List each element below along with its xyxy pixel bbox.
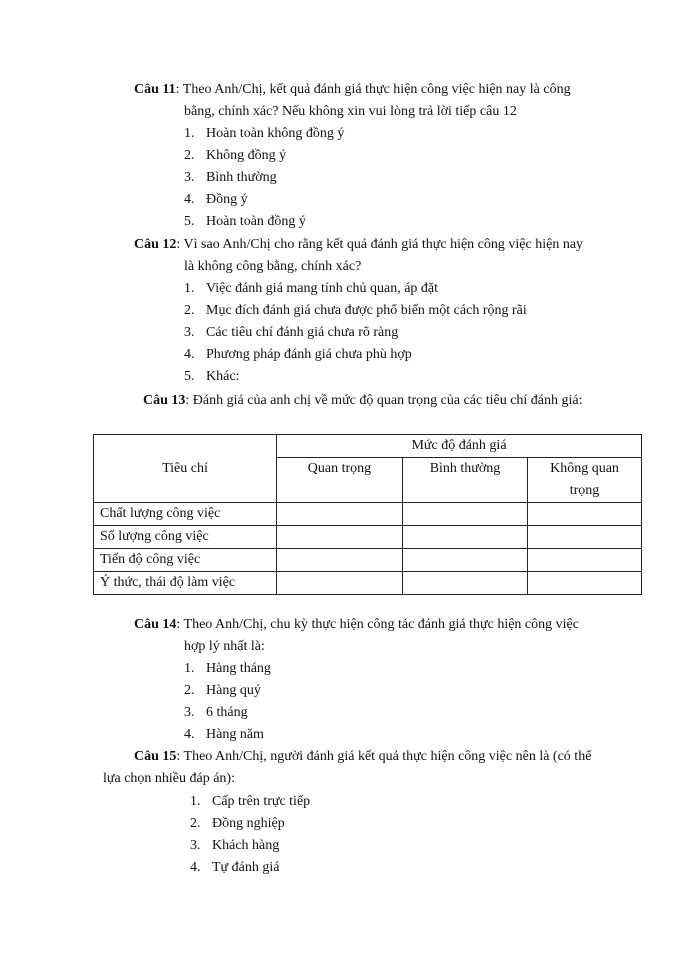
answer-option[interactable]	[184, 145, 344, 167]
rating-cell[interactable]	[277, 549, 403, 572]
rating-cell[interactable]	[403, 503, 528, 526]
criteria-cell: Chất lượng công việc	[94, 503, 277, 526]
criteria-cell: Số lượng công việc	[94, 526, 277, 549]
answer-option[interactable]	[184, 300, 527, 322]
option-number: 1.	[190, 794, 201, 809]
rating-cell[interactable]	[277, 572, 403, 595]
question-label: Câu 14	[134, 617, 177, 632]
option-text: Khác:	[206, 369, 240, 384]
answer-option[interactable]	[184, 278, 527, 300]
q15-options	[190, 791, 310, 879]
option-number: 4.	[184, 192, 195, 207]
option-number: 2.	[184, 148, 195, 163]
option-number: 3.	[184, 705, 195, 720]
rating-cell[interactable]	[277, 503, 403, 526]
answer-option[interactable]	[184, 167, 344, 189]
question-text-continued: là không công bằng, chính xác?	[184, 259, 362, 274]
option-number: 2.	[190, 816, 201, 831]
option-text: Hoàn toàn đồng ý	[206, 214, 306, 229]
rating-cell[interactable]	[528, 526, 642, 549]
answer-option[interactable]	[184, 724, 271, 746]
option-text: Hàng quý	[206, 683, 261, 698]
answer-option[interactable]	[184, 189, 344, 211]
question-text: : Theo Anh/Chị, người đánh giá kết quả thực hiện công việc nên là (có thể	[176, 749, 592, 764]
answer-option[interactable]	[190, 857, 310, 879]
question-text: : Theo Anh/Chị, chu kỳ thực hiện công tác đánh giá thực hiện công việc	[176, 617, 579, 632]
answer-option[interactable]	[190, 791, 310, 813]
question-text: : Đánh giá của anh chị về mức độ quan trọng của các tiêu chí đánh giá:	[185, 393, 583, 408]
option-number: 5.	[184, 369, 195, 384]
rating-cell[interactable]	[528, 572, 642, 595]
criteria-cell: Ý thức, thái độ làm việc	[94, 572, 277, 595]
question-text-continued: lựa chọn nhiều đáp án):	[103, 771, 235, 786]
criteria-cell: Tiến độ công việc	[94, 549, 277, 572]
question-text: : Theo Anh/Chị, kết quả đánh giá thực hiện công việc hiện nay là công	[175, 82, 571, 97]
answer-option[interactable]	[184, 344, 527, 366]
table-row	[94, 572, 642, 595]
option-text: Tự đánh giá	[212, 860, 280, 875]
answer-option[interactable]	[184, 366, 527, 388]
option-number: 4.	[184, 727, 195, 742]
level-column-header: Không quan trọng	[528, 458, 642, 503]
answer-option[interactable]	[184, 211, 344, 233]
option-number: 1.	[184, 281, 195, 296]
rating-cell[interactable]	[403, 549, 528, 572]
option-text: 6 tháng	[206, 705, 248, 720]
rating-cell[interactable]	[277, 526, 403, 549]
option-text: Khách hàng	[212, 838, 280, 853]
table-row	[94, 503, 642, 526]
answer-option[interactable]	[184, 123, 344, 145]
question-text-continued: hợp lý nhất là:	[184, 639, 265, 654]
option-text: Các tiêu chí đánh giá chưa rõ ràng	[206, 325, 399, 340]
option-text: Hàng năm	[206, 727, 264, 742]
q11-options	[184, 123, 344, 233]
rating-cell[interactable]	[403, 572, 528, 595]
rating-cell[interactable]	[528, 549, 642, 572]
answer-option[interactable]	[184, 680, 271, 702]
rating-cell[interactable]	[528, 503, 642, 526]
option-text: Đồng ý	[206, 192, 248, 207]
option-text: Đồng nghiệp	[212, 816, 285, 831]
option-text: Mục đích đánh giá chưa được phổ biến một cách rộng rãi	[206, 303, 527, 318]
level-header: Mức độ đánh giá	[277, 435, 642, 458]
answer-option[interactable]	[184, 322, 527, 344]
option-text: Việc đánh giá mang tính chủ quan, áp đặt	[206, 281, 439, 296]
question-12	[134, 234, 638, 278]
option-number: 4.	[184, 347, 195, 362]
answer-option[interactable]	[184, 702, 271, 724]
question-text-continued: bằng, chính xác? Nếu không xin vui lòng trả lời tiếp câu 12	[184, 104, 517, 119]
option-number: 1.	[184, 126, 195, 141]
option-text: Hàng tháng	[206, 661, 271, 676]
option-text: Bình thường	[206, 170, 277, 185]
question-15	[103, 746, 638, 790]
option-text: Cấp trên trực tiếp	[212, 794, 311, 809]
option-number: 3.	[184, 325, 195, 340]
answer-option[interactable]	[190, 813, 310, 835]
level-column-header: Bình thường	[403, 458, 528, 503]
question-13	[143, 390, 663, 412]
evaluation-table	[93, 434, 642, 595]
option-text: Không đồng ý	[206, 148, 287, 163]
question-14	[134, 614, 638, 658]
question-label: Câu 12	[134, 237, 177, 252]
question-label: Câu 15	[134, 749, 177, 764]
answer-option[interactable]	[184, 658, 271, 680]
question-11	[134, 79, 638, 123]
criteria-header: Tiêu chí	[94, 435, 277, 503]
table-row	[94, 526, 642, 549]
option-number: 1.	[184, 661, 195, 676]
option-number: 5.	[184, 214, 195, 229]
rating-cell[interactable]	[403, 526, 528, 549]
option-number: 3.	[190, 838, 201, 853]
option-text: Phương pháp đánh giá chưa phù hợp	[206, 347, 412, 362]
question-text: : Vì sao Anh/Chị cho rằng kết quả đánh giá thực hiện công việc hiện nay	[176, 237, 584, 252]
question-label: Câu 11	[134, 82, 176, 97]
level-column-header: Quan trọng	[277, 458, 403, 503]
option-text: Hoàn toàn không đồng ý	[206, 126, 345, 141]
option-number: 2.	[184, 683, 195, 698]
q12-options	[184, 278, 527, 388]
option-number: 4.	[190, 860, 201, 875]
option-number: 2.	[184, 303, 195, 318]
q14-options	[184, 658, 271, 746]
option-number: 3.	[184, 170, 195, 185]
table-row	[94, 549, 642, 572]
answer-option[interactable]	[190, 835, 310, 857]
question-label: Câu 13	[143, 393, 186, 408]
